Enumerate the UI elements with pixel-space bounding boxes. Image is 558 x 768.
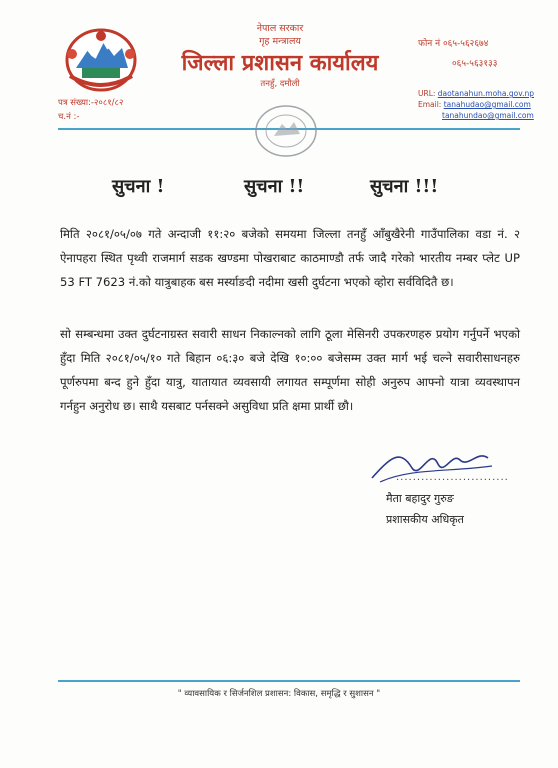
letter-number: पत्र संख्या:-२०८१/८२ [58,98,124,108]
footer-motto: " व्यावसायिक र सिर्जनशिल प्रशासन: विकास, समृद्धि र सुशासन " [177,689,381,699]
office-name: जिल्ला प्रशासन कार्यालय [181,51,379,76]
office-stamp-icon [250,100,322,162]
reference-block [58,96,123,124]
body-paragraph-2: सो सम्बन्धमा उक्त दुर्घटनाग्रस्त सवारी साधन निकाल्नको लागि ठूला मेसिनरी उपकरणहरु प्रयोग गर्नुपर्ने भएको हुँदा मिति २०८१/०५/१० गते बिहान ०६:३० बजे देखि १०:०० बजेसम्म उक्त मार्ग भई चल्ने सवारीसाधनहरु पूर्णरुपमा बन्द हुने हुँदा यात्रु, यातायात व्यवसायी लगायत सम्पूर्णमा सोही अनुरुप आफ्नो यात्रा व्यवस्थापन गर्नहुन अनुरोध छ। साथै यसबाट पर्नसक्ने असुविधा प्रति क्षमा प्रार्थी छौ। [60,327,520,413]
footer-rule [58,680,520,682]
notice-heading-2: सुचना !! [244,176,305,197]
email-link-2[interactable]: tanahundao@gmail.com [442,111,534,120]
signatory-block [386,488,464,530]
notice-heading-1: सुचना ! [112,176,165,197]
signatory-name: मैता बहादुर गुरुङ [386,492,454,505]
contact-block [418,88,534,121]
url-label: URL: [418,89,436,98]
notice-heading-3: सुचना !!! [370,176,439,197]
phone-block [418,34,497,74]
phone-2: ०६५-५६३१३३ [452,59,498,69]
government-name: नेपाल सरकार [256,23,304,34]
signature-line: ........................... [396,472,509,483]
signatory-title: प्रशासकीय अधिकृत [386,513,464,526]
phone-label: फोन नं [418,39,441,49]
website-link[interactable]: daotanahun.moha.gov.np [437,89,535,98]
office-place: तनहुँ, दमौली [260,79,300,89]
email-label: Email: [418,100,442,109]
nepal-emblem-icon [62,24,140,94]
phone-1: ०६५-५६२६७४ [443,39,489,49]
email-link-1[interactable]: tanahudao@gmail.com [443,100,531,109]
dispatch-number: च.नं :- [58,112,80,122]
ministry-name: गृह मन्त्रालय [259,36,301,47]
body-paragraph-1: मिति २०८१/०५/०७ गते अन्दाजी ११:२० बजेको समयमा जिल्ला तनहुँ आँबुखैरेनी गाउँपालिका वडा नं. २ ऐनापहरा स्थित पृथ्वी राजमार्ग सडक खण्डमा पोखराबाट काठमाण्डौ तर्फ जादै गरेको भारतीय नम्बर प्लेट UP 53 FT 7623 नं.को यात्रुबाहक बस मर्स्याङदी नदीमा खसी दुर्घटना भएको व्होरा सर्वविदितै छ। [60,227,520,289]
letterhead [150,22,410,89]
